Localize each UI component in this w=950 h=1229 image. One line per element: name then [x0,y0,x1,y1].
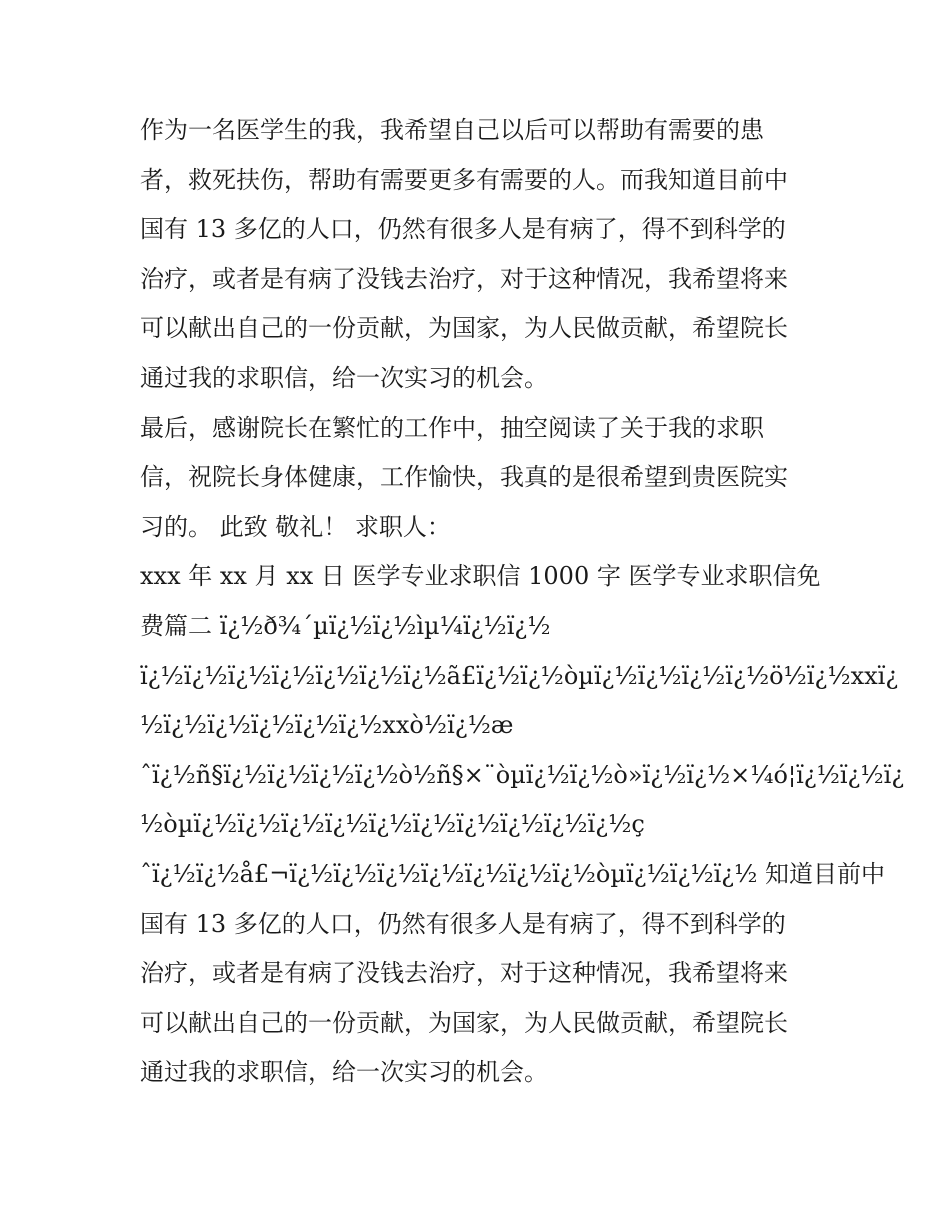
text-line: ½ï¿½ï¿½ï¿½ï¿½ï¿½xxò½ï¿½æ [140,711,514,740]
text-line: 费篇二 ï¿½ð¾´µï¿½ï¿½ìµ¼ï¿½ï¿½ [140,611,551,640]
text-line: 治疗，或者是有病了没钱去治疗，对于这种情况，我希望将来 [140,264,788,293]
text-line: xxx 年 xx 月 xx 日 医学专业求职信 1000 字 医学专业求职信免 [140,562,821,591]
text-line: 可以献出自己的一份贡献，为国家，为人民做贡献，希望院长 [140,1008,788,1037]
text-line: 通过我的求职信，给一次实习的机会。 [140,363,548,392]
text-line: 国有 13 多亿的人口，仍然有很多人是有病了，得不到科学的 [140,909,786,938]
text-line: 通过我的求职信，给一次实习的机会。 [140,1058,548,1087]
text-line: 治疗，或者是有病了没钱去治疗，对于这种情况，我希望将来 [140,959,788,988]
text-line: 国有 13 多亿的人口，仍然有很多人是有病了，得不到科学的 [140,215,786,244]
text-line: 信，祝院长身体健康，工作愉快，我真的是很希望到贵医院实 [140,463,788,492]
text-line: ï¿½ï¿½ï¿½ï¿½ï¿½ï¿½ï¿½ã£ï¿½ï¿½òµï¿½ï¿½ï¿½ï¿½ö½ï¿½xxï¿ [140,661,899,690]
text-line: ˆï¿½ï¿½å£¬ï¿½ï¿½ï¿½ï¿½ï¿½ï¿½ï¿½òµï¿½ï¿½ï¿½ 知道目前中 [140,859,886,888]
letter-body [140,106,905,1098]
text-line: 可以献出自己的一份贡献，为国家，为人民做贡献，希望院长 [140,314,788,343]
text-line: 作为一名医学生的我，我希望自己以后可以帮助有需要的患 [140,116,764,144]
text-line: 者，救死扶伤，帮助有需要更多有需要的人。而我知道目前中 [140,165,788,194]
text-line: 最后，感谢院长在繁忙的工作中，抽空阅读了关于我的求职 [140,413,764,442]
text-line: ˆï¿½ñ§ï¿½ï¿½ï¿½ï¿½ò½ñ§×¨òµï¿½ï¿½ò»ï¿½ï¿½×¼ó¦ï¿½ï¿½ï¿ [140,760,905,789]
text-line: ½òµï¿½ï¿½ï¿½ï¿½ï¿½ï¿½ï¿½ï¿½ï¿½ï¿½ç [140,810,645,839]
text-line: 习的。 此致 敬礼！ 求职人： [140,512,451,541]
